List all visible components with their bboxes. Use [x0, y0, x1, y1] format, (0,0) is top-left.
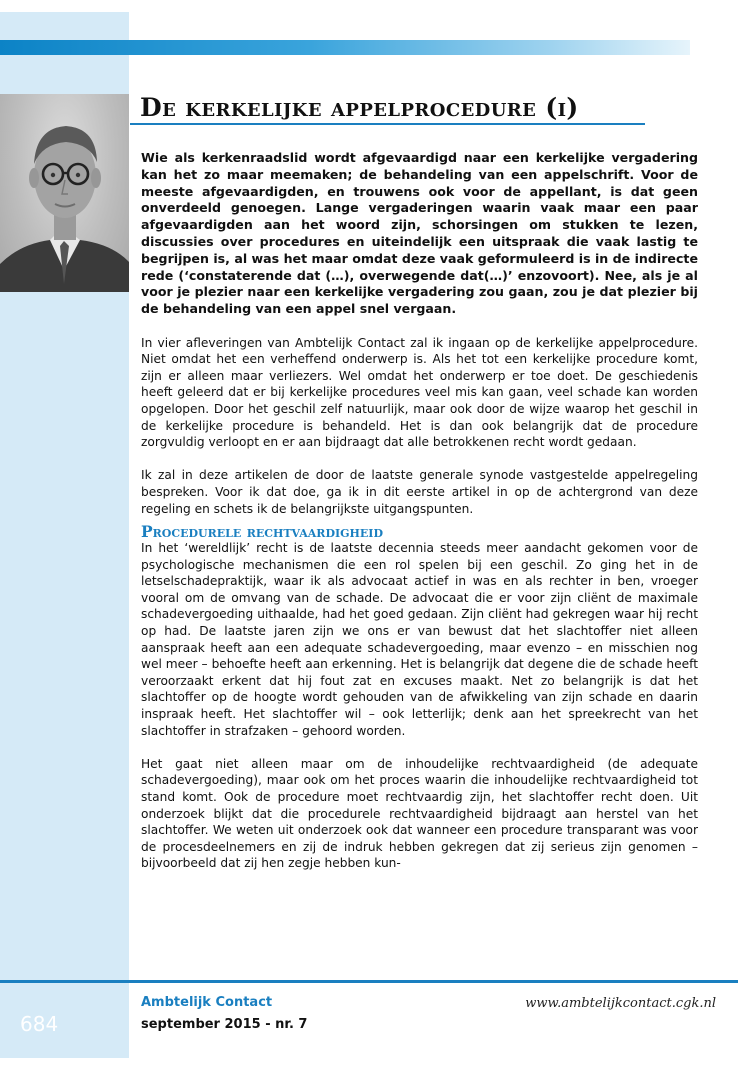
website-url: www.ambtelijkcontact.cgk.nl — [525, 996, 716, 1011]
issue-info: september 2015 - nr. 7 — [141, 1017, 308, 1032]
title-underline — [130, 123, 645, 125]
section-subheading: Procedurele rechtvaardigheid — [141, 522, 383, 542]
footer-divider — [0, 980, 738, 983]
lead-paragraph: Wie als kerkenraadslid wordt afgevaardigd naar een kerkelijke vergadering kan het zo maar meemaken; de behandeling van een appelschrift. Voor de meeste afgevaardigden, en trouwens ook voor de appellant, is dat geen onverdeeld genoegen. Lange vergaderingen waarin vaak maar een paar afgevaardigden aan het woord zijn, schorsingen om stukken te lezen, discussies over procedures en uiteindelijk een uitspraak die vaak lastig te begrijpen is, al was het maar omdat deze vaak geformuleerd is in de indirecte rede (‘constaterende dat (…), overwegende dat(…)’ enzovoort). Nee, als je al voor je plezier naar een kerkelijke vergadering zou gaan, zou je dat plezier bij de behandeling van een appel snel vergaan. — [141, 150, 698, 317]
page-number: 684 — [20, 1012, 59, 1036]
body-paragraph-4: Het gaat niet alleen maar om de inhoudelijke rechtvaardigheid (de adequate schadevergoeding), maar ook om het proces waarin die inhoudelijke rechtvaardigheid tot stand komt. Ook de procedure moet rechtvaardig zijn, het slachtoffer recht doen. Uit onderzoek blijkt dat die procedurele rechtvaardigheid bijdraagt aan herstel van het slachtoffer. We weten uit onderzoek ook dat wanneer een procedure transparant was voor de procesdeelnemers en zij de indruk hebben gekregen dat zij serieus zijn genomen – bijvoorbeeld dat zij hen zegje hebben kun- — [141, 756, 698, 871]
body-paragraph-1: In vier afleveringen van Ambtelijk Contact zal ik ingaan op de kerkelijke appelprocedure. Niet omdat het een verheffend onderwerp is. Als het tot een kerkelijke procedure komt, zijn er alleen maar verliezers. Wel omdat het onderwerp er toe doet. De geschiedenis heeft geleerd dat er bij kerkelijke procedures veel mis kan gaan, veel schade kan worden opgelopen. Door het geschil zelf natuurlijk, maar ook door de wijze waarop het geschil in de kerkelijke procedure is behandeld. Het is dan ook belangrijk dat de procedure zorgvuldig verloopt en er aan bijdraagt dat alle betrokkenen recht wordt gedaan. — [141, 335, 698, 450]
header-gradient-bar — [0, 40, 690, 55]
body-paragraph-3: In het ‘wereldlijk’ recht is de laatste decennia steeds meer aandacht gekomen voor de psychologische mechanismen die een rol spelen bij een geschil. Zo ging het in de letselschadepraktijk, waar ik als advocaat actief in was en als rechter in ben, vroeger vooral om de omvang van de schade. De advocaat die er voor zijn cliënt de maximale schadevergoeding uithaalde, had het goed gedaan. Zijn cliënt had gekregen waar hij recht op had. De laatste jaren zijn we ons er van bewust dat het slachtoffer niet alleen aanspraak heeft aan een adequate schadevergoeding, maar evenzo – en misschien nog wel meer – behoefte heeft aan erkenning. Het is belangrijk dat degene die de schade heeft veroorzaakt erkent dat hij fout zat en excuses maakt. Net zo belangrijk is dat het slachtoffer op de hoogte wordt gehouden van de afwikkeling van zijn schade en daarin inspraak heeft. Het slachtoffer wil – ook letterlijk; denk aan het spreekrecht van het slachtoffer in strafzaken – gehoord worden. — [141, 541, 698, 738]
article-body — [141, 150, 698, 889]
journal-name: Ambtelijk Contact — [141, 995, 273, 1010]
author-photo — [0, 94, 129, 292]
article-title: De kerkelijke appelprocedure (i) — [140, 93, 579, 122]
body-paragraph-2: Ik zal in deze artikelen de door de laatste generale synode vastgestelde appelregeling bespreken. Voor ik dat doe, ga ik in dit eerste artikel in op de achtergrond van deze regeling en schets ik de belangrijkste uitgangspunten. — [141, 468, 698, 516]
